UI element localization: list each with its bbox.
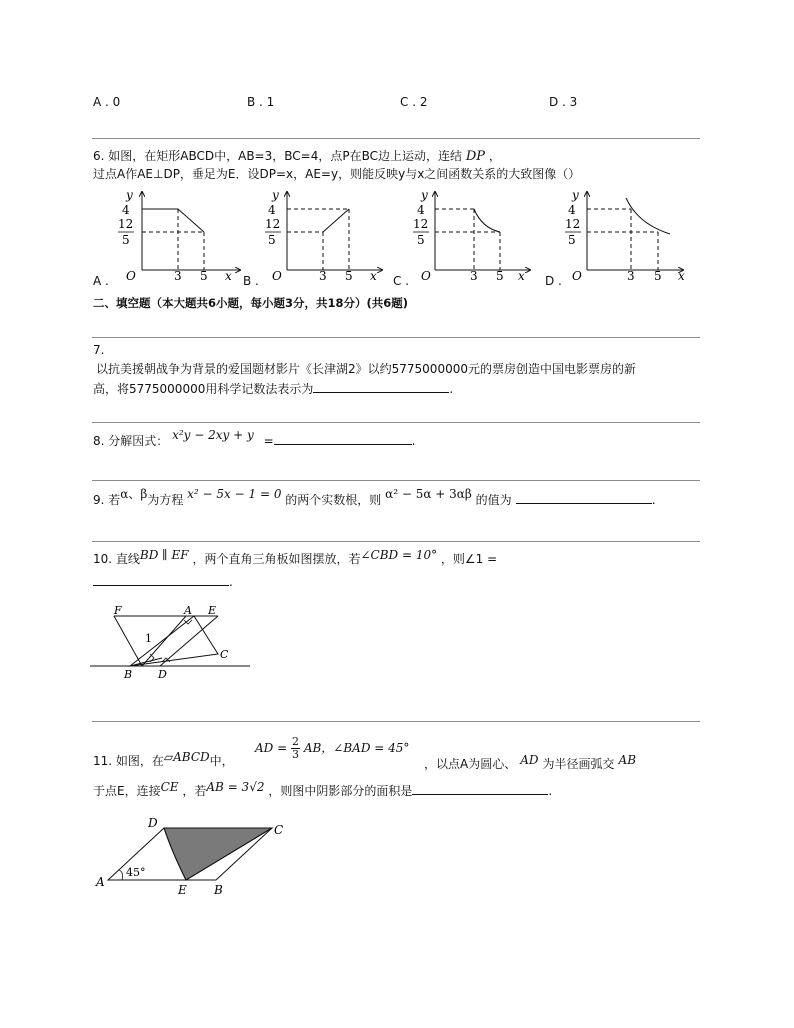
divider <box>92 138 700 139</box>
tick-frac-num: 12 <box>265 217 281 231</box>
q7-line2: 高，将5775000000用科学记数法表示为 . <box>93 382 454 396</box>
axis-y-label: y <box>272 188 279 202</box>
origin-label: O <box>421 269 431 283</box>
math-expr: x²y − 2xy + y <box>172 428 254 442</box>
tick-frac-den: 5 <box>122 233 130 247</box>
q8-line: 8. 分解因式： x²y − 2xy + y = . <box>93 428 416 448</box>
math-dp: DP <box>465 149 485 164</box>
tick-frac-num: 12 <box>118 217 134 231</box>
tick-5: 5 <box>345 269 353 283</box>
tick-frac-num: 12 <box>565 217 581 231</box>
label-c: C <box>274 823 284 837</box>
label-b: B <box>124 668 133 681</box>
divider <box>92 480 700 481</box>
tick-3: 3 <box>470 269 478 283</box>
label-a: A <box>96 875 105 889</box>
q10-line: 10. 直线BD ∥ EF ，两个直角三角板如图摆放，若∠CBD = 10° ，则∠1 = <box>93 548 498 566</box>
graph-d <box>587 192 683 270</box>
axis-x-label: x <box>518 269 525 283</box>
label-b: B <box>214 883 223 897</box>
tick-4: 4 <box>417 203 425 217</box>
q5-option-b: B . 1 <box>247 95 275 109</box>
q5-option-d: D . 3 <box>549 95 578 109</box>
divider <box>92 721 700 722</box>
answer-blank[interactable] <box>93 573 229 586</box>
graph-a <box>142 192 240 270</box>
math-parallelogram: ▱ABCD <box>163 750 210 764</box>
tick-frac-den: 5 <box>268 233 276 247</box>
tick-4: 4 <box>568 203 576 217</box>
tick-frac-num: 12 <box>413 217 429 231</box>
label-d: D <box>158 668 167 681</box>
q10-answer: . <box>93 573 233 589</box>
angle-label: 45° <box>126 866 146 879</box>
origin-label: O <box>272 269 282 283</box>
tick-3: 3 <box>174 269 182 283</box>
fraction: $\frac{2}{3}$ <box>291 735 299 761</box>
q6-line1: 6. 如图，在矩形ABCD中，AB=3，BC=4，点P在BC边上运动，连结 DP ， <box>93 149 501 164</box>
axis-y-label: y <box>572 188 579 202</box>
tick-frac-den: 5 <box>568 233 576 247</box>
answer-blank[interactable] <box>313 380 449 393</box>
graph-b <box>287 192 382 270</box>
answer-blank[interactable] <box>516 491 652 504</box>
divider <box>92 337 700 338</box>
tick-3: 3 <box>627 269 635 283</box>
axis-x-label: x <box>225 269 232 283</box>
tick-5: 5 <box>654 269 662 283</box>
label-1: 1 <box>145 632 152 645</box>
label-a: A <box>184 604 192 617</box>
q7-line1: 以抗美援朝战争为背景的爱国题材影片《长津湖2》以约5775000000元的票房创造中国电影票房的新 <box>96 362 636 376</box>
label-d: D <box>148 816 158 830</box>
axis-x-label: x <box>370 269 377 283</box>
tick-4: 4 <box>268 203 276 217</box>
tick-frac-den: 5 <box>417 233 425 247</box>
label-e: E <box>178 883 187 897</box>
origin-label: O <box>126 269 136 283</box>
axis-y-label: y <box>126 188 133 202</box>
tick-5: 5 <box>200 269 208 283</box>
q11-line2: 于点E，连接CE ，若AB = 3√2 ，则图中阴影部分的面积是 . <box>93 780 553 798</box>
q5-option-a: A . 0 <box>93 95 121 109</box>
answer-blank[interactable] <box>412 782 548 795</box>
axis-x-label: x <box>678 269 685 283</box>
tick-4: 4 <box>122 203 130 217</box>
label-f: F <box>114 604 122 617</box>
q11-figure <box>92 812 292 902</box>
tick-3: 3 <box>319 269 327 283</box>
math-parallel: BD ∥ EF <box>139 548 189 562</box>
q6-option-a: A . <box>93 274 109 288</box>
q11-line1-b: ，以点A为圆心、 AD 为半径画弧交 AB <box>424 753 637 771</box>
math-expr: α² − 5α + 3αβ <box>385 487 472 501</box>
q9-line: 9. 若α、β为方程 x² − 5x − 1 = 0 的两个实数根，则 α² − 5α + 3αβ 的值为 . <box>93 487 656 507</box>
origin-label: O <box>572 269 582 283</box>
q7-number: 7. <box>93 343 105 357</box>
label-e: E <box>208 604 217 617</box>
q11-line1-a: 11. 如图，在▱ABCD中， <box>93 750 234 768</box>
answer-blank[interactable] <box>274 432 412 445</box>
q10-figure <box>90 600 260 682</box>
q6-option-d: D . <box>545 274 562 288</box>
axis-y-label: y <box>421 188 428 202</box>
q6-line2: 过点A作AE⊥DP，垂足为E．设DP=x，AE=y，则能反映y与x之间函数关系的大致图像（） <box>93 167 581 181</box>
tick-5: 5 <box>496 269 504 283</box>
q6-option-c: C . <box>393 274 410 288</box>
section-title: 二、填空题（本大题共6小题，每小题3分，共18分）(共6题) <box>93 296 409 310</box>
q6-option-b: B . <box>243 274 259 288</box>
divider <box>92 541 700 542</box>
math-angle: ∠CBD = 10° <box>360 548 438 562</box>
divider <box>92 422 700 423</box>
math-equation: x² − 5x − 1 = 0 <box>187 487 282 501</box>
label-c: C <box>220 648 229 661</box>
q11-given: AD = $\frac{2}{3}$ AB，∠BAD = 45° <box>255 735 410 761</box>
graph-c <box>435 192 530 270</box>
q5-option-c: C . 2 <box>400 95 428 109</box>
